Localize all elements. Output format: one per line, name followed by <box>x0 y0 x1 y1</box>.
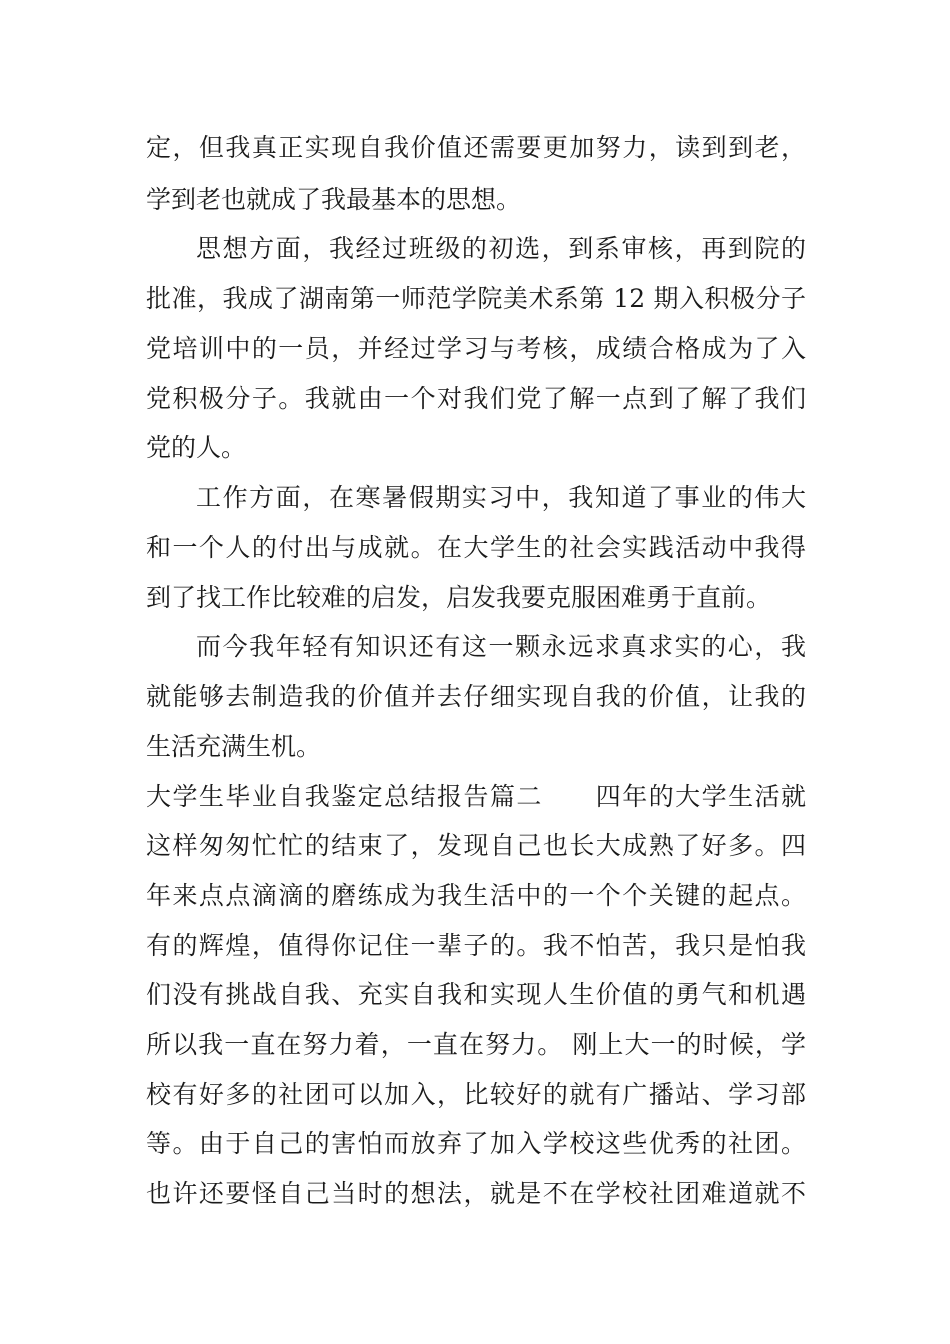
text-line: 们没有挑战自我、充实自我和实现人生价值的勇气和机遇 <box>146 980 806 1009</box>
text-line: 批准，我成了湖南第一师范学院美术系第 12 期入积极分子 <box>146 284 806 313</box>
text-line: 等。由于自己的害怕而放弃了加入学校这些优秀的社团。 <box>146 1129 806 1158</box>
text-line: 党培训中的一员，并经过学习与考核，成绩合格成为了入 <box>146 334 806 363</box>
text-line: 校有好多的社团可以加入，比较好的就有广播站、学习部 <box>146 1080 806 1109</box>
paragraph-first-line: 而今我年轻有知识还有这一颗永远求真求实的心，我 <box>196 632 806 661</box>
text-line: 就能够去制造我的价值并去仔细实现自我的价值，让我的 <box>146 682 806 711</box>
text-line: 年来点点滴滴的磨练成为我生活中的一个个关键的起点。 <box>146 881 806 910</box>
text-line: 党积极分子。我就由一个对我们党了解一点到了解了我们 <box>146 384 806 413</box>
text-line: 生活充满生机。 <box>146 732 322 761</box>
text-line: 所以我一直在努力着，一直在努力。 刚上大一的时候，学 <box>146 1030 806 1059</box>
text-line: 学到老也就成了我最基本的思想。 <box>146 185 522 214</box>
text-line: 到了找工作比较难的启发，启发我要克服困难勇于直前。 <box>146 583 772 612</box>
text-line: 和一个人的付出与成就。在大学生的社会实践活动中我得 <box>146 533 806 562</box>
paragraph-first-line: 工作方面，在寒暑假期实习中，我知道了事业的伟大 <box>196 483 806 512</box>
text-line: 也许还要怪自己当时的想法，就是不在学校社团难道就不 <box>146 1179 806 1208</box>
section-heading-line: 大学生毕业自我鉴定总结报告篇二 四年的大学生活就 <box>146 782 806 811</box>
text-line: 这样匆匆忙忙的结束了，发现自己也长大成熟了好多。四 <box>146 831 806 860</box>
paragraph-first-line: 思想方面，我经过班级的初选，到系审核，再到院的 <box>196 234 806 263</box>
text-line: 有的辉煌，值得你记住一辈子的。我不怕苦，我只是怕我 <box>146 931 806 960</box>
text-line: 定，但我真正实现自我价值还需要更加努力，读到到老， <box>146 133 806 162</box>
text-line: 党的人。 <box>146 433 247 462</box>
